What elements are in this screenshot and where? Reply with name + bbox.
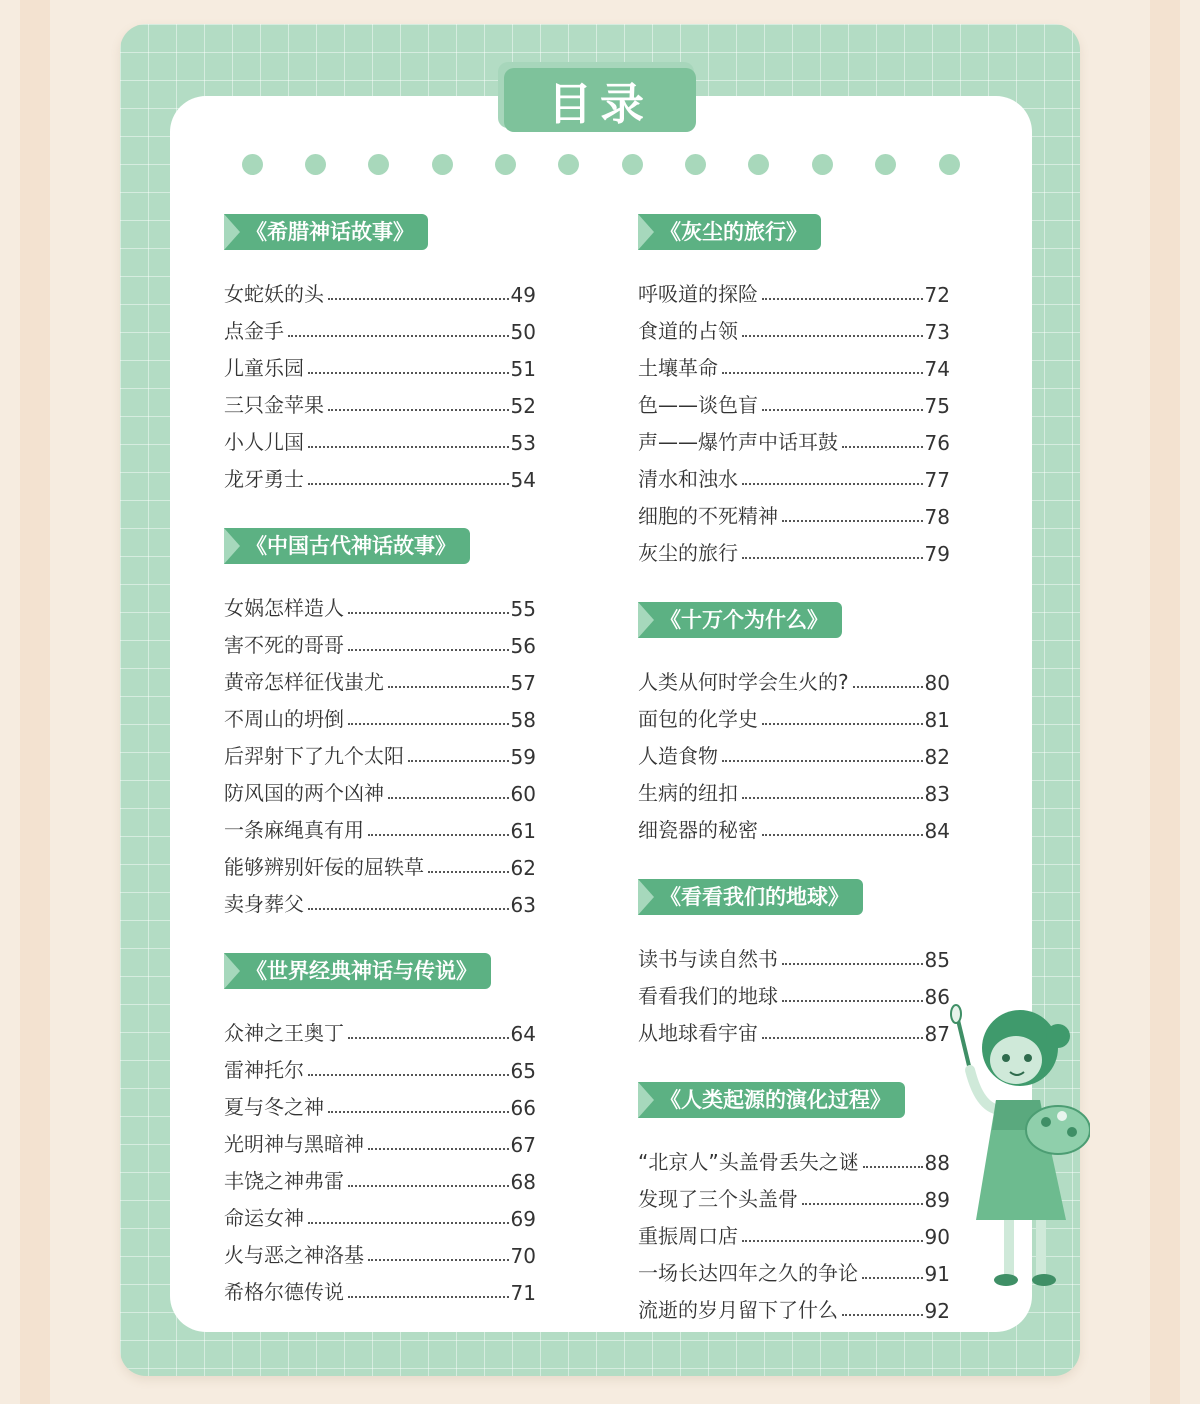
toc-entry[interactable]: [638, 695, 950, 732]
entry-title: 女娲怎样造人: [224, 596, 344, 620]
entry-list: [638, 1138, 950, 1323]
toc-entry[interactable]: [638, 529, 950, 566]
entry-list: [638, 935, 950, 1046]
entry-page-number: 71: [510, 1281, 536, 1305]
toc-section: [638, 1082, 950, 1323]
toc-entry[interactable]: [224, 455, 536, 492]
entry-page-number: 79: [924, 542, 950, 566]
binder-hole: [558, 154, 579, 175]
dot-leader: [368, 834, 509, 836]
toc-entry[interactable]: [638, 344, 950, 381]
dot-leader: [388, 686, 509, 688]
toc-entry[interactable]: [224, 621, 536, 658]
entry-title: 能够辨别奸佞的屈轶草: [224, 855, 424, 879]
dot-leader: [782, 963, 923, 965]
toc-entry[interactable]: [638, 1212, 950, 1249]
toc-section: [224, 528, 536, 917]
entry-title: 灰尘的旅行: [638, 541, 738, 565]
toc-entry[interactable]: [638, 732, 950, 769]
entry-page-number: 81: [924, 708, 950, 732]
dot-leader: [742, 1240, 923, 1242]
dot-leader: [853, 686, 923, 688]
toc-entry[interactable]: [638, 492, 950, 529]
entry-title: 读书与读自然书: [638, 947, 778, 971]
entry-page-number: 89: [924, 1188, 950, 1212]
section-heading: 《希腊神话故事》: [224, 214, 428, 250]
dot-leader: [388, 797, 509, 799]
dot-leader: [308, 372, 509, 374]
entry-title: 重振周口店: [638, 1224, 738, 1248]
entry-page-number: 78: [924, 505, 950, 529]
dot-leader: [742, 335, 923, 337]
section-heading: 《人类起源的演化过程》: [638, 1082, 905, 1118]
toc-entry[interactable]: [224, 1157, 536, 1194]
entry-list: [638, 270, 950, 566]
toc-entry[interactable]: [638, 455, 950, 492]
entry-title: 夏与冬之神: [224, 1095, 324, 1119]
binder-hole: [939, 154, 960, 175]
dot-leader: [308, 908, 509, 910]
dot-leader: [863, 1166, 923, 1168]
entry-list: [224, 1009, 536, 1305]
entry-title: “北京人”头盖骨丢失之谜: [638, 1150, 859, 1174]
section-heading: 《十万个为什么》: [638, 602, 842, 638]
toc-entry[interactable]: [224, 270, 536, 307]
dot-leader: [308, 1222, 509, 1224]
dot-leader: [348, 1037, 509, 1039]
binder-hole: [242, 154, 263, 175]
dot-leader: [308, 483, 509, 485]
entry-page-number: 80: [924, 671, 950, 695]
toc-entry[interactable]: [224, 1268, 536, 1305]
entry-title: 众神之王奥丁: [224, 1021, 344, 1045]
entry-page-number: 76: [924, 431, 950, 455]
toc-entry[interactable]: [638, 769, 950, 806]
entry-page-number: 52: [510, 394, 536, 418]
entry-title: 希格尔德传说: [224, 1280, 344, 1304]
binder-hole: [495, 154, 516, 175]
dot-leader: [762, 409, 923, 411]
toc-entry[interactable]: [638, 418, 950, 455]
toc-entry[interactable]: [224, 658, 536, 695]
entry-title: 龙牙勇士: [224, 467, 304, 491]
toc-entry[interactable]: [638, 381, 950, 418]
dot-leader: [862, 1277, 923, 1279]
entry-title: 呼吸道的探险: [638, 282, 758, 306]
entry-page-number: 87: [924, 1022, 950, 1046]
entry-page-number: 77: [924, 468, 950, 492]
dot-leader: [308, 446, 509, 448]
entry-page-number: 60: [510, 782, 536, 806]
toc-section: [224, 953, 536, 1305]
entry-page-number: 66: [510, 1096, 536, 1120]
entry-page-number: 69: [510, 1207, 536, 1231]
entry-title: 丰饶之神弗雷: [224, 1169, 344, 1193]
entry-title: 不周山的坍倒: [224, 707, 344, 731]
dot-leader: [742, 797, 923, 799]
binder-hole: [685, 154, 706, 175]
entry-title: 三只金苹果: [224, 393, 324, 417]
dot-leader: [348, 723, 509, 725]
dot-leader: [348, 612, 509, 614]
entry-title: 点金手: [224, 319, 284, 343]
dot-leader: [842, 1314, 923, 1316]
toc-entry[interactable]: [224, 732, 536, 769]
right-column: [638, 214, 950, 1323]
toc-entry[interactable]: [224, 769, 536, 806]
entry-title: 小人儿国: [224, 430, 304, 454]
entry-page-number: 50: [510, 320, 536, 344]
entry-title: 细胞的不死精神: [638, 504, 778, 528]
toc-entry[interactable]: [224, 584, 536, 621]
entry-page-number: 85: [924, 948, 950, 972]
entry-title: 一场长达四年之久的争论: [638, 1261, 858, 1285]
toc-section: [638, 602, 950, 843]
entry-page-number: 57: [510, 671, 536, 695]
entry-page-number: 75: [924, 394, 950, 418]
toc-entry[interactable]: [224, 1120, 536, 1157]
toc-entry[interactable]: [224, 344, 536, 381]
entry-title: 细瓷器的秘密: [638, 818, 758, 842]
section-heading: 《看看我们的地球》: [638, 879, 863, 915]
entry-title: 火与恶之神洛基: [224, 1243, 364, 1267]
binder-holes: [242, 154, 962, 176]
toc-entry[interactable]: [224, 307, 536, 344]
entry-title: 人造食物: [638, 744, 718, 768]
toc-entry[interactable]: [638, 658, 950, 695]
entry-page-number: 51: [510, 357, 536, 381]
dot-leader: [742, 557, 923, 559]
entry-list: [224, 270, 536, 492]
left-column: [224, 214, 536, 1305]
entry-page-number: 73: [924, 320, 950, 344]
entry-title: 色——谈色盲: [638, 393, 758, 417]
entry-page-number: 49: [510, 283, 536, 307]
dot-leader: [348, 649, 509, 651]
toc-entry[interactable]: [224, 1194, 536, 1231]
entry-page-number: 74: [924, 357, 950, 381]
dot-leader: [428, 871, 509, 873]
left-border-stripe: [20, 0, 50, 1404]
entry-title: 防风国的两个凶神: [224, 781, 384, 805]
dot-leader: [842, 446, 923, 448]
entry-page-number: 84: [924, 819, 950, 843]
toc-entry[interactable]: [638, 1009, 950, 1046]
dot-leader: [782, 1000, 923, 1002]
entry-page-number: 70: [510, 1244, 536, 1268]
toc-entry[interactable]: [638, 270, 950, 307]
dot-leader: [368, 1148, 509, 1150]
dot-leader: [308, 1074, 509, 1076]
entry-list: [224, 584, 536, 917]
toc-entry[interactable]: [638, 1286, 950, 1323]
entry-page-number: 59: [510, 745, 536, 769]
entry-page-number: 64: [510, 1022, 536, 1046]
binder-hole: [305, 154, 326, 175]
binder-hole: [875, 154, 896, 175]
entry-page-number: 56: [510, 634, 536, 658]
dot-leader: [762, 298, 923, 300]
dot-leader: [288, 335, 509, 337]
dot-leader: [802, 1203, 923, 1205]
toc-entry[interactable]: [224, 1009, 536, 1046]
entry-page-number: 92: [924, 1299, 950, 1323]
entry-page-number: 88: [924, 1151, 950, 1175]
entry-page-number: 67: [510, 1133, 536, 1157]
toc-entry[interactable]: [224, 880, 536, 917]
binder-hole: [368, 154, 389, 175]
entry-page-number: 82: [924, 745, 950, 769]
binder-hole: [748, 154, 769, 175]
entry-page-number: 55: [510, 597, 536, 621]
toc-entry[interactable]: [638, 307, 950, 344]
entry-title: 看看我们的地球: [638, 984, 778, 1008]
toc-entry[interactable]: [638, 806, 950, 843]
dot-leader: [762, 1037, 923, 1039]
toc-entry[interactable]: [224, 843, 536, 880]
entry-title: 女蛇妖的头: [224, 282, 324, 306]
toc-entry[interactable]: [224, 381, 536, 418]
toc-entry[interactable]: [224, 418, 536, 455]
entry-title: 流逝的岁月留下了什么: [638, 1298, 838, 1322]
entry-title: 害不死的哥哥: [224, 633, 344, 657]
entry-title: 后羿射下了九个太阳: [224, 744, 404, 768]
page-title: 目录: [504, 68, 696, 132]
binder-hole: [812, 154, 833, 175]
toc-entry[interactable]: [224, 1231, 536, 1268]
dot-leader: [348, 1296, 509, 1298]
entry-title: 从地球看宇宙: [638, 1021, 758, 1045]
dot-leader: [328, 298, 509, 300]
entry-page-number: 58: [510, 708, 536, 732]
toc-entry[interactable]: [224, 695, 536, 732]
entry-title: 卖身葬父: [224, 892, 304, 916]
entry-title: 声——爆竹声中话耳鼓: [638, 430, 838, 454]
entry-title: 命运女神: [224, 1206, 304, 1230]
entry-page-number: 68: [510, 1170, 536, 1194]
entry-title: 人类从何时学会生火的?: [638, 670, 849, 694]
dot-leader: [762, 834, 923, 836]
entry-page-number: 65: [510, 1059, 536, 1083]
entry-title: 光明神与黑暗神: [224, 1132, 364, 1156]
dot-leader: [762, 723, 923, 725]
dot-leader: [782, 520, 923, 522]
dot-leader: [328, 409, 509, 411]
toc-entry[interactable]: [224, 806, 536, 843]
entry-page-number: 63: [510, 893, 536, 917]
dot-leader: [408, 760, 509, 762]
toc-entry[interactable]: [638, 972, 950, 1009]
girl-painter-illustration: [940, 1000, 1090, 1300]
entry-title: 食道的占领: [638, 319, 738, 343]
section-heading: 《世界经典神话与传说》: [224, 953, 491, 989]
entry-title: 发现了三个头盖骨: [638, 1187, 798, 1211]
dot-leader: [348, 1185, 509, 1187]
dot-leader: [722, 372, 923, 374]
toc-entry[interactable]: [224, 1083, 536, 1120]
entry-title: 面包的化学史: [638, 707, 758, 731]
entry-page-number: 86: [924, 985, 950, 1009]
entry-title: 生病的纽扣: [638, 781, 738, 805]
entry-page-number: 53: [510, 431, 536, 455]
toc-section: [638, 879, 950, 1046]
toc-entry[interactable]: [638, 935, 950, 972]
entry-page-number: 72: [924, 283, 950, 307]
dot-leader: [722, 760, 923, 762]
entry-page-number: 62: [510, 856, 536, 880]
section-heading: 《中国古代神话故事》: [224, 528, 470, 564]
entry-page-number: 91: [924, 1262, 950, 1286]
entry-page-number: 90: [924, 1225, 950, 1249]
dot-leader: [742, 483, 923, 485]
toc-entry[interactable]: [638, 1175, 950, 1212]
entry-title: 一条麻绳真有用: [224, 818, 364, 842]
toc-entry[interactable]: [638, 1249, 950, 1286]
entry-title: 土壤革命: [638, 356, 718, 380]
entry-title: 黄帝怎样征伐蚩尤: [224, 670, 384, 694]
entry-title: 清水和浊水: [638, 467, 738, 491]
entry-title: 儿童乐园: [224, 356, 304, 380]
entry-list: [638, 658, 950, 843]
entry-title: 雷神托尔: [224, 1058, 304, 1082]
toc-section: [638, 214, 950, 566]
toc-entry[interactable]: [224, 1046, 536, 1083]
section-heading: 《灰尘的旅行》: [638, 214, 821, 250]
binder-hole: [622, 154, 643, 175]
toc-entry[interactable]: [638, 1138, 950, 1175]
dot-leader: [328, 1111, 509, 1113]
binder-hole: [432, 154, 453, 175]
right-border-stripe: [1150, 0, 1180, 1404]
entry-page-number: 54: [510, 468, 536, 492]
dot-leader: [368, 1259, 509, 1261]
toc-section: [224, 214, 536, 492]
entry-page-number: 83: [924, 782, 950, 806]
entry-page-number: 61: [510, 819, 536, 843]
